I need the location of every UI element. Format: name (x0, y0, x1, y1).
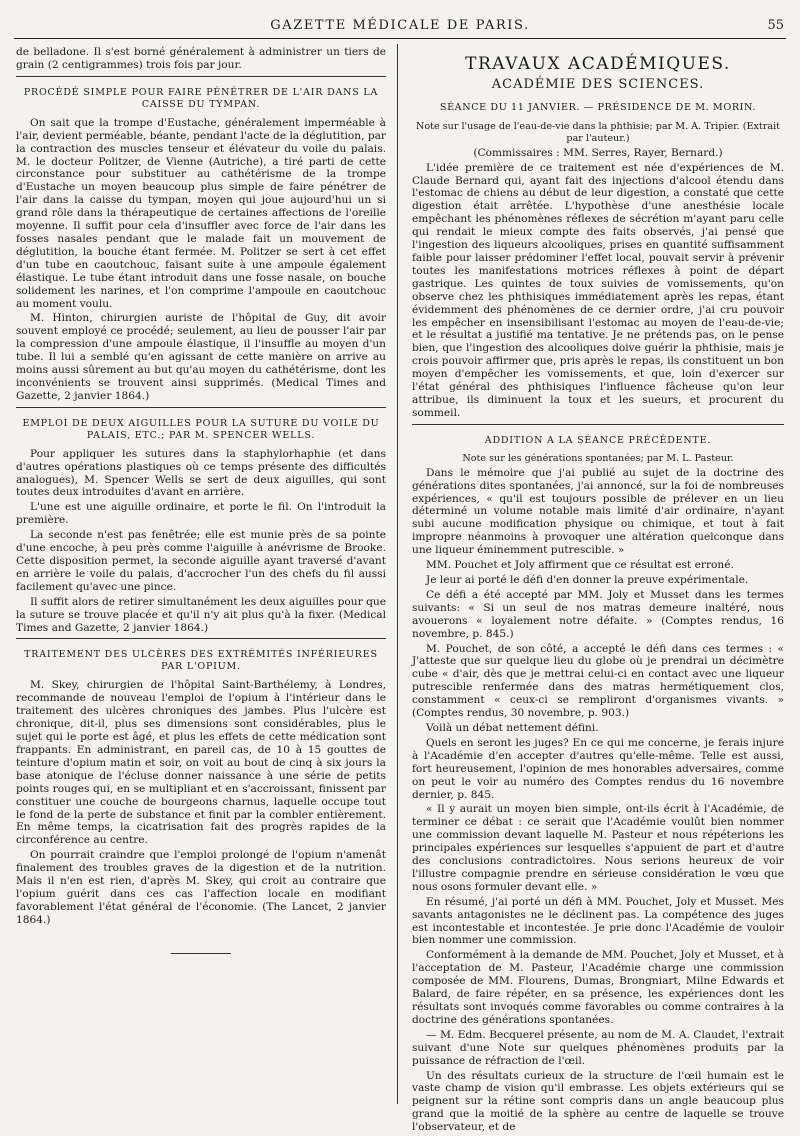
section-rule (412, 424, 784, 425)
running-header (14, 14, 786, 39)
paragraph: On pourrait craindre que l'emploi prolongé de l'opium n'amenât finalement des troubles graves de la digestion et de la nutrition. Mais il n'en est rien, d'après M. Skey, qui croit au contraire que l'opium guérit dans ces cas l'affection locale en modifiant favorablement l'état général de l'économie. (The Lancet, 2 janvier 1864.) (16, 849, 386, 926)
note-title-tripier: Note sur l'usage de l'eau-de-vie dans la phthisie; par M. A. Tripier. (Extrait par l'auteur.) (415, 120, 781, 144)
column-divider (397, 44, 398, 1104)
paragraph: Je leur ai porté le défi d'en donner la preuve expérimentale. (426, 574, 749, 586)
session-line: SÉANCE DU 11 JANVIER. — PRÉSIDENCE DE M. MORIN. (439, 101, 757, 113)
addition-title: ADDITION A LA SÉANCE PRÉCÉDENTE. (484, 434, 712, 446)
section-title-sutures: EMPLOI DE DEUX AIGUILLES POUR LA SUTURE DU VOILE DU PALAIS, ETC.; PAR M. SPENCER WELLS. (22, 417, 380, 441)
section-rule (16, 407, 386, 408)
paragraph: La seconde n'est pas fenêtrée; elle est munie près de sa pointe d'une encoche, à peu près comme l'aiguille à anévrisme de Brooke. Cette disposition permet, la seconde aiguille ayant traversé d'avant en arrière le voile du palais, d'accrocher l'un des chefs du fil aussi facilement qu'avec une pince. (16, 529, 386, 593)
academy-title: ACADÉMIE DES SCIENCES. (491, 76, 705, 92)
end-rule (171, 953, 231, 954)
section-title-ulceres: TRAITEMENT DES ULCÈRES DES EXTRÉMITÉS INFÉRIEURES PAR L'OPIUM. (24, 649, 378, 673)
paragraph: — M. Edm. Becquerel présente, au nom de M. A. Claudet, l'extrait suivant d'une Note sur quelques phénomènes produits par la puissance de réfraction de l'œil. (412, 1028, 784, 1067)
paragraph: M. Pouchet, de son côté, a accepté le défi dans ces termes : « J'atteste que sur quelque lieu du globe où je prendrai un décimètre cube « d'air, dès que je mettrai celui-ci en contact avec une liqueur putrescible renfermée dans des matras hermétiquement clos, constamment « ceux-ci se rempliront d'organismes vivants. » (Comptes rendus, 30 novembre, p. 903.) (412, 642, 784, 720)
paragraph: « Il y aurait un moyen bien simple, ont-ils écrit à l'Académie, de terminer ce débat : ce serait que l'Académie voulût bien nommer une commission devant laquelle M. Pasteur et nous répéterions les principales expériences sur lesquelles s'appuient de part et d'autre des conclusions contradictoires. Nous serions heureux de voir l'illustre compagnie prendre en sérieuse considération le vœu que nous osons formuler devant elle. » (412, 803, 784, 893)
paragraph: Quels en seront les juges? En ce qui me concerne, je ferais injure à l'Académie d'en accepter d'autres qu'elle-même. Telle est aussi, fort heureusement, l'opinion de mes honorables adversaires, comme on peut le voir au numéro des Comptes rendus du 16 novembre dernier, p. 845. (412, 736, 784, 801)
note-title-pasteur: Note sur les générations spontanées; par M. L. Pasteur. (462, 452, 734, 464)
section-title-tympan: PROCÉDÉ SIMPLE POUR FAIRE PÉNÉTRER DE L'AIR DANS LA CAISSE DU TYMPAN. (23, 86, 379, 110)
journal-title: GAZETTE MÉDICALE DE PARIS. (270, 18, 530, 33)
paragraph: Il suffit alors de retirer simultanément les deux aiguilles pour que la suture se trouve placée et qu'il n'y ait plus qu'à la fixer. (Medical Times and Gazette, 2 janvier 1864.) (16, 595, 386, 634)
paragraph: Pour appliquer les sutures dans la staphylorhaphie (et dans d'autres opérations plastiques où ce temps présente des difficultés analogues), M. Spencer Wells se sert de deux aiguilles, qui sont toutes deux introduites d'avant en arrière. (16, 447, 386, 499)
paragraph: L'une est une aiguille ordinaire, et porte le fil. On l'introduit la première. (16, 501, 386, 527)
paragraph: M. Skey, chirurgien de l'hôpital Saint-Barthélemy, à Londres, recommande de nouveau l'emploi de l'opium à l'intérieur dans le traitement des ulcères chroniques des jambes. Plus l'ulcère est chronique, dit-il, plus ses dimensions sont considérables, plus le sujet qui le porte est âgé, et plus les effets de cette médication sont frappants. En administrant, en pareil cas, de 10 à 15 gouttes de teinture d'opium matin et soir, on voit au bout de cinq à six jours la base atonique de l'écluse donner naissance à une série de petits points rouges qui, en se multipliant et en s'accroissant, finissent par constituer une couche de bourgeons charnus, laquelle occupe tout le fond de la perte de substance et finit par la combler entièrement. En même temps, la cicatrisation fait des progrès rapides de la circonférence au centre. (16, 679, 386, 847)
commissaires-line: (Commissaires : MM. Serres, Rayer, Bernard.) (473, 146, 723, 159)
section-main-title: TRAVAUX ACADÉMIQUES. (465, 54, 731, 74)
paragraph: On sait que la trompe d'Eustache, généralement imperméable à l'air, devient perméable, béante, pendant l'acte de la déglutition, par la contraction des muscles tenseur et élévateur du voile du palais. M. le docteur Politzer, de Vienne (Autriche), a tiré parti de cette circonstance pour substituer au cathétérisme de la trompe d'Eustache un moyen beaucoup plus simple de faire pénétrer de l'air dans la caisse du tympan, moyen qui joue aujourd'hui un si grand rôle dans la thérapeutique de certaines affections de l'oreille moyenne. Il suffit pour cela d'insuffler avec force de l'air dans les fosses nasales pendant que le malade fait un mouvement de déglutition, la bouche étant fermée. M. Politzer se sert à cet effet d'un tube en caoutchouc, faisant suite à une ampoule également élastique. Le tube étant introduit dans une fosse nasale, on bouche solidement les narines, et l'on comprime l'ampoule en caoutchouc au moment voulu. (16, 116, 386, 310)
paragraph: Voilà un débat nettement défini. (426, 721, 599, 734)
left-column (16, 46, 386, 980)
paragraph: Ce défi a été accepté par MM. Joly et Musset dans les termes suivants: « Si un seul de nos matras demeure inaltéré, nous avouerons « loyalement notre défaite. » (Comptes rendus, 16 novembre, p. 845.) (412, 588, 784, 640)
paragraph: M. Hinton, chirurgien auriste de l'hôpital de Guy, dit avoir souvent employé ce procédé; seulement, au lieu de pousser l'air par la compression d'une ampoule élastique, il l'insuffle au moyen d'un tube. Il lui a semblé qu'en agissant de cette manière on arrive au moins aussi sûrement au but qu'au moyen du cathétérisme, dont les inconvénients se trouvent ainsi supprimés. (Medical Times and Gazette, 2 janvier 1864.) (16, 312, 386, 402)
paragraph: Un des résultats curieux de la structure de l'œil humain est le vaste champ de vision qu'il embrasse. Les objets extérieurs qui se peignent sur la rétine sont compris dans un angle beaucoup plus grand que la moitié de la sphère au centre de laquelle se trouve l'observateur, et de (412, 1069, 784, 1134)
paragraph: Conformément à la demande de MM. Pouchet, Joly et Musset, et à l'acceptation de M. Pasteur, l'Académie charge une commission composée de MM. Flourens, Dumas, Brongniart, Milne Edwards et Balard, de faire répéter, en sa présence, les expériences dont les résultats sont invoqués comme favorables ou comme contraires à la doctrine des générations spontanées. (412, 949, 784, 1026)
paragraph: En résumé, j'ai porté un défi à MM. Pouchet, Joly et Musset. Mes savants antagonistes ne le déclinent pas. La compétence des juges est incontestable et incontestée. Je prie donc l'Académie de vouloir bien nommer une commission. (412, 895, 784, 947)
right-column (412, 46, 784, 1136)
paragraph: L'idée première de ce traitement est née d'expériences de M. Claude Bernard qui, ayant fait des injections d'alcool étendu dans l'estomac de chiens au début de leur digestion, a constaté que cette digestion était arrêtée. L'hypothèse d'une anesthésie locale empêchant les phénomènes réflexes de sécrétion m'ayant paru celle qui rendait le mieux compte des faits observés, j'ai pensé que l'ingestion des liqueurs alcooliques, prises en quantité suffisamment faible pour laisser prédominer l'effet local, pouvait servir à prévenir toutes les manifestations motrices réflexes à point de départ gastrique. Les quintes de toux suivies de vomissements, qu'on observe chez les phthisiques immédiatement après les repas, étant évidemment des phénomènes de ce dernier ordre, j'ai cru pouvoir les empêcher en insensibilisant l'estomac au moyen de l'eau-de-vie; et le résultat a justifié ma tentative. Je ne prétends pas, on le pense bien, que l'ingestion des alcooliques doive guérir la phthisie, mais je crois pouvoir affirmer que, pris après le repas, ils constituent un bon moyen d'empêcher les vomissements, et que, loin d'exercer sur l'état général des phthisiques l'influence fâcheuse qu'on leur attribue, ils diminuent la toux et les sueurs, et procurent du sommeil. (412, 161, 784, 419)
section-rule (16, 638, 386, 639)
paragraph: MM. Pouchet et Joly affirment que ce résultat est erroné. (426, 559, 734, 572)
section-rule (16, 76, 386, 77)
paragraph: Dans le mémoire que j'ai publié au sujet de la doctrine des générations dites spontanées, j'ai annoncé, sur la foi de nombreuses expériences, « qu'il est toujours possible de prélever en un lieu déterminé un volume notable mais limité d'air ordinaire, n'ayant subi aucune modification physique ou chimique, et tout à fait impropre néanmoins à provoquer une altération quelconque dans une liqueur éminemment putrescible. » (412, 466, 784, 557)
intro-paragraph: de belladone. Il s'est borné généralement à administrer un tiers de grain (2 centigrammes) trois fois par jour. (16, 46, 386, 71)
page-number: 55 (767, 18, 784, 33)
